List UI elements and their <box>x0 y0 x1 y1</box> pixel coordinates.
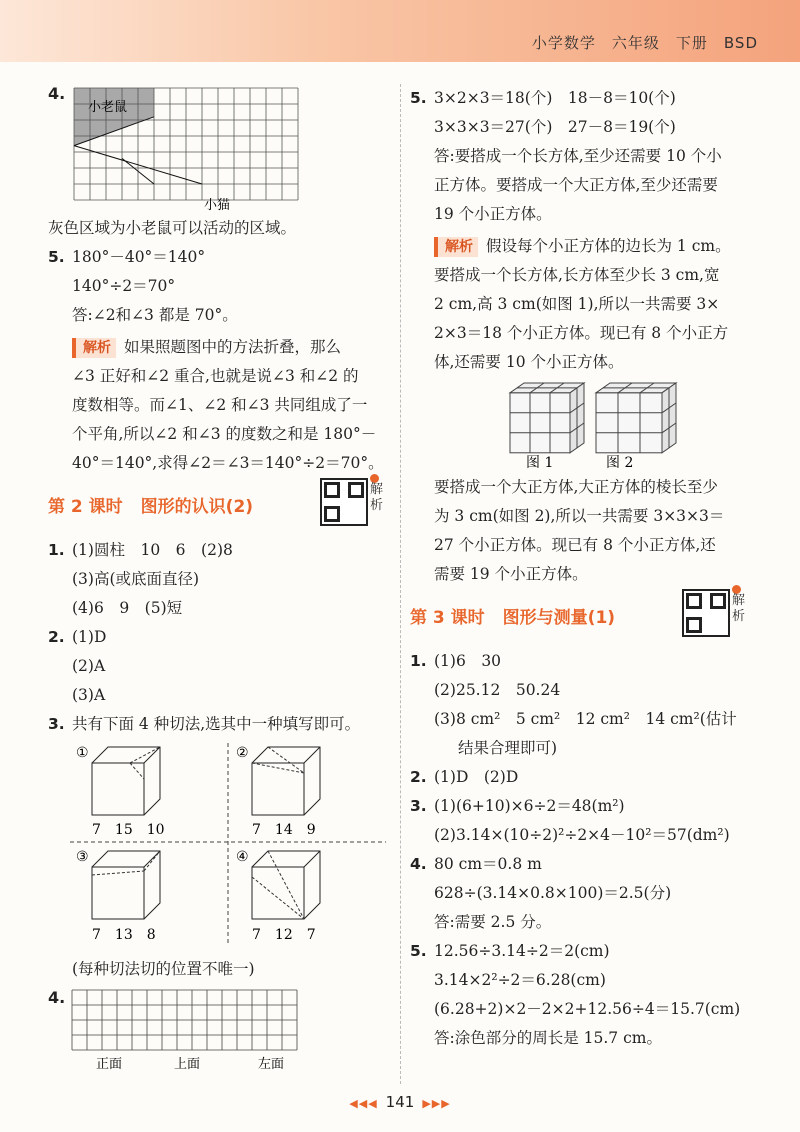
page-footer <box>0 1093 800 1111</box>
q3-line: (2)3.14×(10÷2)²÷2×4－10²＝57(dm²) <box>434 826 730 844</box>
q2-line: (1)D (2)D <box>434 768 519 786</box>
analysis-tag: 解析 <box>434 237 478 257</box>
q5b-number: 5. <box>410 942 427 960</box>
qr-code[interactable] <box>320 478 390 528</box>
q3-intro: 共有下面 4 种切法,选其中一种填写即可。 <box>72 715 361 733</box>
q2-line: (1)D <box>72 628 107 646</box>
q1-line: (3)高(或底面直径) <box>72 570 200 588</box>
analysis-line: 要搭成一个长方体,长方体至少长 3 cm,宽 <box>434 266 720 284</box>
cube-id: ② <box>236 745 249 761</box>
q5b-line: 3.14×2²÷2＝6.28(cm) <box>434 971 606 989</box>
mouse-cat-grid <box>72 86 312 214</box>
analysis-line: 假设每个小正方体的边长为 1 cm。 <box>486 237 731 255</box>
figure-2-caption: 图 2 <box>606 455 634 471</box>
right-column <box>410 84 760 1053</box>
views-grid-svg <box>70 988 310 1074</box>
lesson-3-heading <box>410 595 760 647</box>
figure-1-cuboid <box>510 383 584 453</box>
q1-line: (1)圆柱 10 6 (2)8 <box>72 541 233 559</box>
q5b-line: 12.56÷3.14÷2＝2(cm) <box>434 942 610 960</box>
q1-number: 1. <box>48 541 65 559</box>
cube-cut-figures <box>48 739 393 955</box>
analysis-line: ∠3 正好和∠2 重合,也就是说∠3 和∠2 的 <box>72 367 359 385</box>
qr-code[interactable] <box>682 589 752 639</box>
q5-answer: 正方体。要搭成一个大正方体,至少还需要 <box>434 176 718 194</box>
cube-counts: 7 15 10 <box>92 822 165 838</box>
figure-1-caption: 图 1 <box>526 455 554 471</box>
q4-number: 4. <box>48 84 66 103</box>
q5-line: 3×2×3＝18(个) 18－8＝10(个) <box>434 89 676 107</box>
q2-number: 2. <box>48 628 65 646</box>
mouse-area <box>74 88 154 146</box>
analysis-line: 2 cm,高 3 cm(如图 1),所以一共需要 3× <box>434 295 720 313</box>
q1-line: (4)6 9 (5)短 <box>72 599 183 617</box>
analysis-line: 为 3 cm(如图 2),所以一共需要 3×3×3＝ <box>434 507 725 525</box>
qr-code-icon <box>682 589 730 637</box>
q5-answer: 答:要搭成一个长方体,至少还需要 10 个小 <box>434 147 722 165</box>
analysis-line: 要搭成一个大正方体,大正方体的棱长至少 <box>434 478 718 496</box>
q2-line: (2)A <box>72 657 106 675</box>
q5-number: 5. <box>410 89 427 107</box>
qr-label: 解析 <box>370 482 384 513</box>
analysis-line: 40°＝140°,求得∠2＝∠3＝140°÷2＝70°。 <box>72 454 384 472</box>
view-label-front: 正面 <box>96 1057 123 1072</box>
q4-line: 628÷(3.14×0.8×100)＝2.5(分) <box>434 884 672 902</box>
q2-line: (3)A <box>72 686 106 704</box>
analysis-tag: 解析 <box>72 338 116 358</box>
analysis-line: 度数相等。而∠1、∠2 和∠3 共同组成了一 <box>72 396 368 414</box>
q5-number: 5. <box>48 248 65 266</box>
block-figures-svg <box>410 377 730 473</box>
analysis-line: 27 个小正方体。现已有 8 个小正方体,还 <box>434 536 716 554</box>
cube-cuts-svg <box>68 739 388 955</box>
q1-line: (1)6 30 <box>434 652 502 670</box>
q5-answer: 答:∠2和∠3 都是 70°。 <box>72 306 238 324</box>
analysis-line: 个平角,所以∠2 和∠3 的度数之和是 180°－ <box>72 425 377 443</box>
q4-answer: 答:需要 2.5 分。 <box>434 913 552 931</box>
prev-arrows-icon: ◀◀◀ <box>349 1097 378 1110</box>
figure-2-cube <box>596 383 676 453</box>
q4b-number: 4. <box>48 988 66 1007</box>
q3-number: 3. <box>410 797 427 815</box>
lesson-title: 图形的认识(2) <box>140 496 254 517</box>
view-label-left: 左面 <box>258 1057 285 1072</box>
cube-id: ④ <box>236 849 249 865</box>
left-column <box>48 84 393 1070</box>
q1-line: (3)8 cm² 5 cm² 12 cm² 14 cm²(估计 <box>434 710 737 728</box>
q3-number: 3. <box>48 715 65 733</box>
mouse-label: 小老鼠 <box>88 100 128 115</box>
lesson-label: 第 3 课时 <box>410 607 485 628</box>
cube-drawing <box>252 747 320 815</box>
q2-number: 2. <box>410 768 427 786</box>
analysis-line: 体,还需要 10 个小正方体。 <box>434 353 624 371</box>
lesson-title: 图形与测量(1) <box>502 607 616 628</box>
q5b-line: (6.28+2)×2－2×2+12.56÷4＝15.7(cm) <box>434 1000 741 1018</box>
lesson-2-heading <box>48 484 393 536</box>
q5b-answer: 答:涂色部分的周长是 15.7 cm。 <box>434 1029 662 1047</box>
qr-label: 解析 <box>732 593 746 624</box>
next-arrows-icon: ▶▶▶ <box>422 1097 451 1110</box>
cube-drawing <box>92 747 160 815</box>
q3-note: (每种切法切的位置不唯一) <box>72 960 255 978</box>
q5-line: 3×3×3＝27(个) 27－8＝19(个) <box>434 118 676 136</box>
cat-label: 小猫 <box>204 198 231 213</box>
q5-line: 180°－40°＝140° <box>72 248 206 266</box>
cube-counts: 7 13 8 <box>92 927 156 943</box>
q5-line: 140°÷2＝70° <box>72 277 176 295</box>
cube-id: ③ <box>76 849 89 865</box>
q1-line: (2)25.12 50.24 <box>434 681 561 699</box>
analysis-line: 2×3＝18 个小正方体。现已有 8 个小正方 <box>434 324 729 342</box>
page-number: 141 <box>385 1093 415 1111</box>
q4-note: 灰色区域为小老鼠可以活动的区域。 <box>48 219 297 237</box>
view-label-top: 上面 <box>174 1057 201 1072</box>
q1-number: 1. <box>410 652 427 670</box>
q5-answer: 19 个小正方体。 <box>434 205 552 223</box>
cube-drawing <box>252 851 320 919</box>
column-divider <box>400 84 401 1084</box>
lesson-label: 第 2 课时 <box>48 496 123 517</box>
q4-grid-figure <box>48 84 393 214</box>
block-figures <box>410 377 760 473</box>
cube-drawing <box>92 851 160 919</box>
qr-code-icon <box>320 478 368 526</box>
analysis-line: 如果照题图中的方法折叠，那么 <box>124 338 342 356</box>
header-banner <box>0 0 800 62</box>
q4-line: 80 cm＝0.8 m <box>434 855 542 873</box>
q4-number: 4. <box>410 855 427 873</box>
analysis-line: 需要 19 个小正方体。 <box>434 565 588 583</box>
book-subtitle: 小学数学 六年级 下册 BSD <box>531 34 758 52</box>
q3-line: (1)(6+10)×6÷2＝48(m²) <box>434 797 625 815</box>
q1-line: 结果合理即可) <box>458 739 558 757</box>
cube-counts: 7 12 7 <box>252 927 316 943</box>
q4-view-grid <box>48 984 393 1070</box>
cube-id: ① <box>76 745 89 761</box>
cube-counts: 7 14 9 <box>252 822 316 838</box>
